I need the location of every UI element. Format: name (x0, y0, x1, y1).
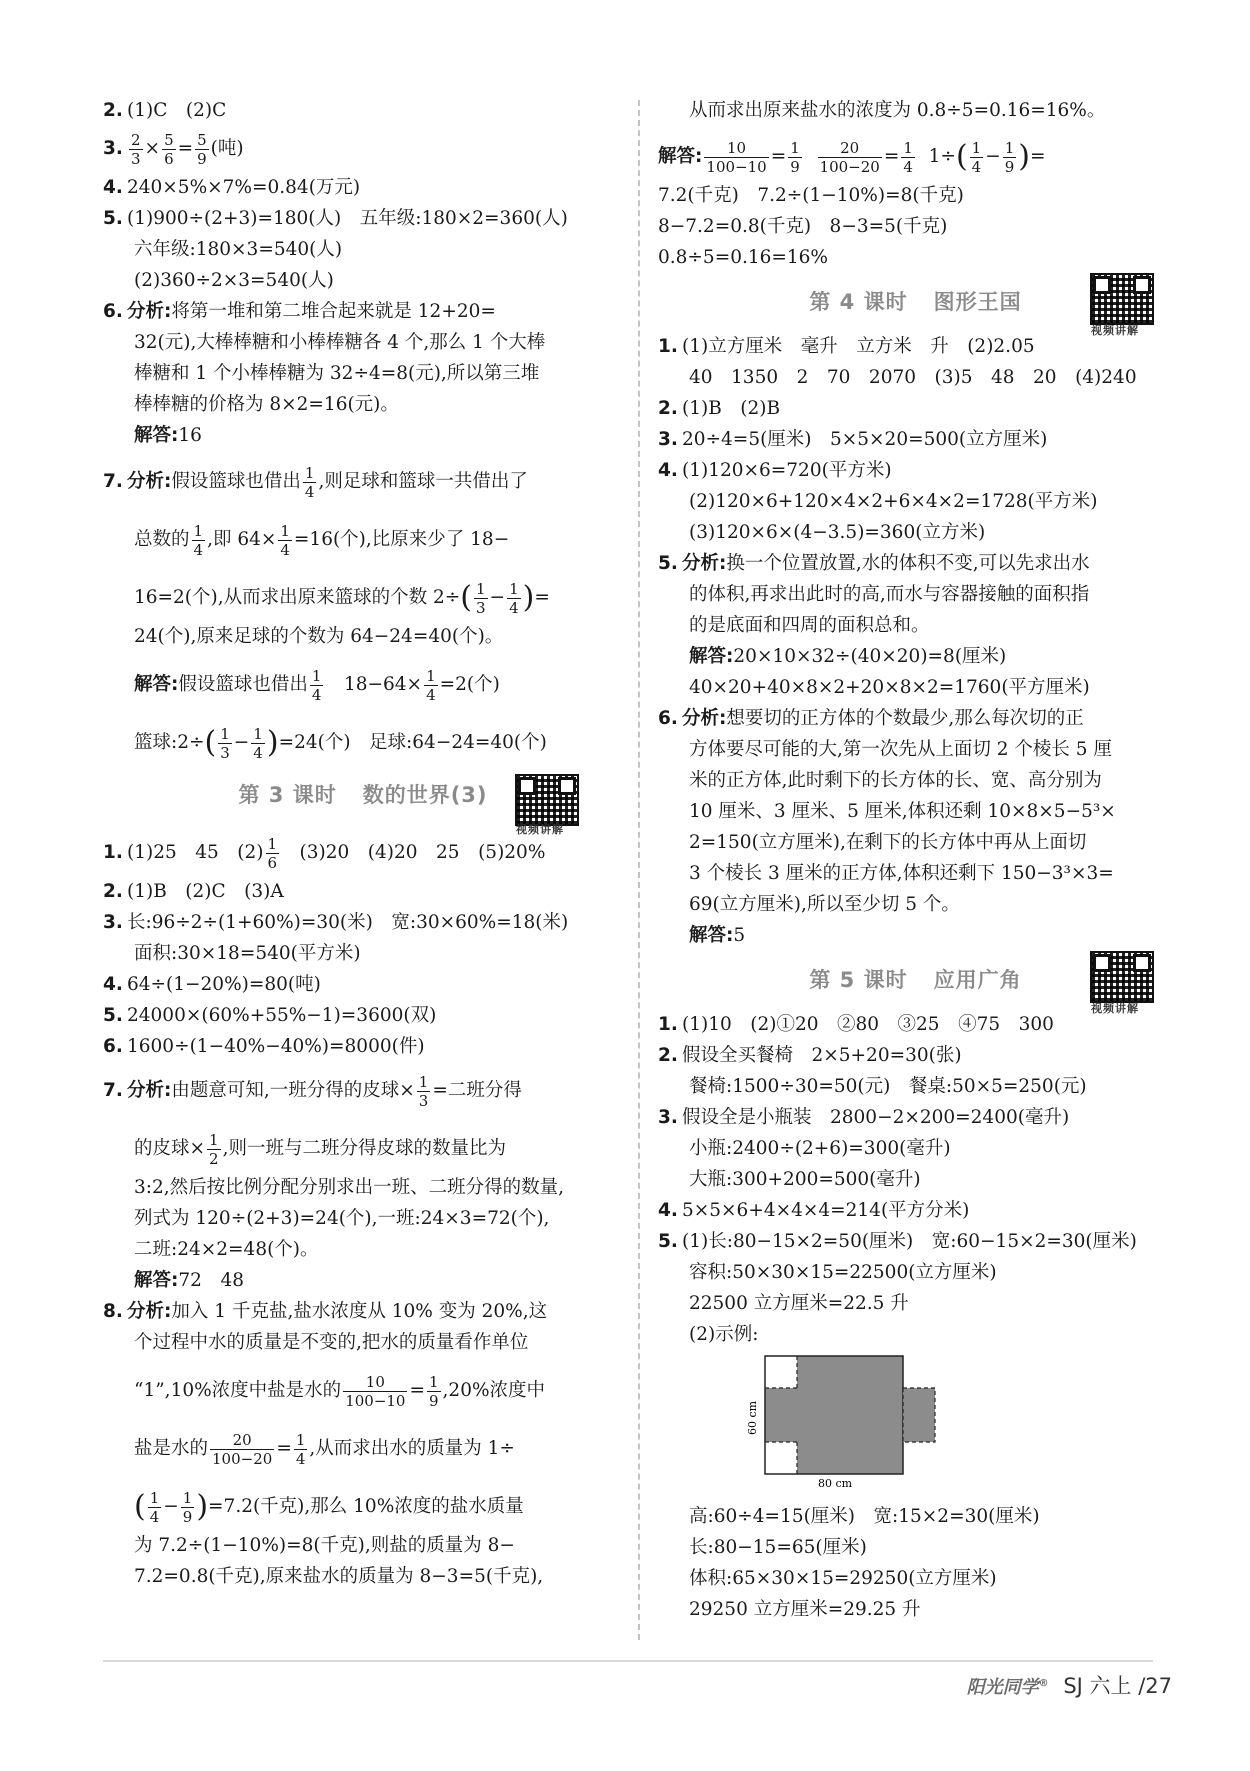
box-net-figure (743, 1354, 1173, 1499)
fraction: $\frac{20}{100-20}$ (819, 138, 880, 176)
lesson5-answer-5: 5. (1)长:80−15×2=50(厘米) 宽:60−15×2=30(厘米) (658, 1231, 1137, 1252)
flap (903, 1388, 935, 1442)
lesson4-answer-4: 4. (1)120×6=720(平方米) (658, 460, 892, 481)
lesson5-answer-5-line: 长:80−15=65(厘米) (689, 1537, 867, 1558)
continued-line: 0.8÷5=0.16=16% (658, 247, 829, 268)
fraction: $\frac{2}{3}$ (131, 130, 141, 168)
fraction: $\frac{1}{4}$ (509, 579, 519, 617)
footer-rule (103, 1660, 1153, 1662)
lesson5-answer-2: 2. 假设全买餐椅 2×5+20=30(张) (658, 1045, 962, 1066)
fraction: $\frac{10}{100-10}$ (706, 138, 767, 176)
lesson4-answer-5-line: 的是底面和四周的面积总和。 (689, 615, 930, 636)
lesson5-answer-5-line: 高:60÷4=15(厘米) 宽:15×2=30(厘米) (689, 1506, 1040, 1527)
qr-label: 视频讲解 (1091, 324, 1139, 337)
continued-text: 从而求出原来盐水的浓度为 0.8÷5=0.16=16%。 (689, 100, 1106, 121)
continued-solution: 解答: $\frac{10}{100-10}$ = $\frac{1}{9}$ $\frac{20}{100-20}$ = $\frac{1}{4}$ 1÷( $\frac{1}{4}$ − $\frac{1}{9}$ )= (658, 138, 1046, 176)
lesson3-answer-6: 6. 1600÷(1−40%−40%)=8000(件) (103, 1036, 425, 1057)
answer-6-line: 32(元),大棒棒糖和小棒棒糖各 4 个,那么 1 个大棒 (134, 332, 546, 353)
fraction: $\frac{1}{9}$ (429, 1372, 439, 1410)
lesson4-answer-5: 5. 分析:换一个位置放置,水的体积不变,可以先求出水 (658, 553, 1090, 574)
lesson4-answer-6-solution: 解答:5 (689, 925, 746, 946)
qr-label: 视频讲解 (516, 823, 564, 836)
fig-height-label: 60 cm (746, 1400, 759, 1436)
right-column (658, 95, 1173, 1625)
left-column (103, 95, 623, 1592)
edition-label: SJ 六上 (1063, 1674, 1132, 1698)
continued-line: 7.2(千克) 7.2÷(1−10%)=8(千克) (658, 185, 964, 206)
lesson3-answer-8-line: 7.2=0.8(千克),原来盐水的质量为 8−3=5(千克), (134, 1566, 544, 1587)
answer-6-line: 棒棒糖的价格为 8×2=16(元)。 (134, 394, 399, 415)
lesson3-answer-7-line: 的皮球× $\frac{1}{2}$ ,则一班与二班分得皮球的数量比为 (134, 1130, 506, 1168)
lesson3-answer-7-line: 列式为 120÷(2+3)=24(个),一班:24×3=72(个), (134, 1208, 550, 1229)
fraction: $\frac{1}{4}$ (149, 1488, 160, 1526)
answer-7-line: 总数的 $\frac{1}{4}$ ,即 64× $\frac{1}{4}$ =16(个),比原来少了 18− (134, 521, 510, 559)
answer-6: 6. 分析:将第一堆和第二堆合起来就是 12+20= (103, 301, 496, 322)
lesson5-answer-3: 3. 假设全是小瓶装 2800−2×200=2400(毫升) (658, 1107, 1070, 1128)
brand-logo: 阳光同学® (966, 1677, 1049, 1698)
lesson3-answer-7: 7. 分析:由题意可知,一班分得的皮球× $\frac{1}{3}$ =二班分得 (103, 1072, 522, 1110)
answer-3: 3. $\frac{2}{3}$ × $\frac{5}{6}$ = $\frac{5}{9}$ (吨) (103, 130, 244, 168)
lesson4-answer-4-line: (3)120×6×(4−3.5)=360(立方米) (689, 522, 986, 543)
answer-6-solution: 解答:16 (134, 425, 202, 446)
lesson4-answer-6-line: 2=150(立方厘米),在剩下的长方体中再从上面切 (689, 832, 1087, 853)
lesson5-answer-4: 4. 5×5×6+4×4×4=214(平方分米) (658, 1200, 970, 1221)
lesson5-answer-1: 1. (1)10 (2)①20 ②80 ③25 ④75 300 (658, 1014, 1054, 1035)
answer-6-line: 棒糖和 1 个小棒棒糖为 32÷4=8(元),所以第三堆 (134, 363, 540, 384)
fraction: $\frac{1}{9}$ (1004, 138, 1015, 176)
lesson4-answer-6-line: 10 厘米、3 厘米、5 厘米,体积还剩 10×8×5−5³× (689, 801, 1116, 822)
lesson5-answer-5-line: 容积:50×30×15=22500(立方厘米) (689, 1262, 997, 1283)
fraction: $\frac{1}{6}$ (267, 834, 278, 872)
lesson3-answer-7-solution: 解答:72 48 (134, 1270, 244, 1291)
page-number: /27 (1138, 1674, 1172, 1698)
answer-7-line: 24(个),原来足球的个数为 64−24=40(个)。 (134, 626, 504, 647)
lesson3-answer-8-line: ( $\frac{1}{4}$ − $\frac{1}{9}$ )=7.2(千克),那么 10%浓度的盐水质量 (134, 1488, 524, 1526)
fraction: $\frac{1}{4}$ (971, 138, 982, 176)
box-net-diagram (743, 1354, 943, 1489)
fraction: $\frac{5}{9}$ (197, 130, 207, 168)
lesson3-answer-7-line: 3:2,然后按比例分配分别求出一班、二班分得的数量, (134, 1177, 565, 1198)
lesson4-answer-2: 2. (1)B (2)B (658, 398, 781, 419)
fraction: $\frac{1}{9}$ (790, 138, 800, 176)
lesson3-answer-1: 1. (1)25 45 (2) $\frac{1}{6}$ (3)20 (4)20 25 (5)20% (103, 834, 546, 872)
lesson5-answer-2-line2: 餐椅:1500÷30=50(元) 餐桌:50×5=250(元) (689, 1076, 1087, 1097)
lesson4-answer-6-line: 米的正方体,此时剩下的长方体的长、宽、高分别为 (689, 770, 1102, 791)
lesson-5-header: 第 5 课时 应用广角 视频讲解 (658, 951, 1173, 1009)
lesson3-answer-2: 2. (1)B (2)C (3)A (103, 881, 284, 902)
fraction: $\frac{1}{4}$ (426, 666, 436, 704)
qr-label: 视频讲解 (1091, 1002, 1139, 1015)
qr-code-icon[interactable] (1090, 951, 1154, 1003)
lesson5-answer-5-line: 29250 立方厘米=29.25 升 (689, 1599, 921, 1620)
answer-7-solution: 解答:假设篮球也借出 $\frac{1}{4}$ 18−64× $\frac{1}{4}$ =2(个) (134, 666, 500, 704)
fraction: $\frac{10}{100-10}$ (345, 1372, 406, 1410)
lesson4-answer-6-line: 69(立方厘米),所以至少切 5 个。 (689, 894, 960, 915)
fraction: $\frac{1}{4}$ (311, 666, 322, 704)
lesson4-answer-6: 6. 分析:想要切的正方体的个数最少,那么每次切的正 (658, 708, 1084, 729)
qr-code-icon[interactable] (1090, 273, 1154, 325)
lesson5-answer-5-line: 体积:65×30×15=29250(立方厘米) (689, 1568, 997, 1589)
lesson4-answer-5-line: 的体积,再求出此时的高,而水与容器接触的面积指 (689, 584, 1090, 605)
lesson4-answer-1: 1. (1)立方厘米 毫升 立方米 升 (2)2.05 (658, 336, 1035, 357)
lesson5-answer-5-line: 22500 立方厘米=22.5 升 (689, 1293, 909, 1314)
lesson3-answer-8-line: 个过程中水的质量是不变的,把水的质量看作单位 (134, 1332, 529, 1353)
fraction: $\frac{1}{4}$ (253, 724, 263, 762)
fraction: $\frac{1}{4}$ (280, 521, 290, 559)
lesson4-answer-4-line: (2)120×6+120×4×2+6×4×2=1728(平方米) (689, 491, 1098, 512)
answer-7: 7. 分析:假设篮球也借出 $\frac{1}{4}$ ,则足球和篮球一共借出了 (103, 463, 528, 501)
fig-width-label: 80 cm (817, 1477, 853, 1489)
lesson5-answer-3-line: 小瓶:2400÷(2+6)=300(毫升) (689, 1138, 951, 1159)
lesson3-answer-3: 3. 长:96÷2÷(1+60%)=30(米) 宽:30×60%=18(米) (103, 912, 569, 933)
lesson3-answer-8-line: 盐是水的 $\frac{20}{100-20}$ = $\frac{1}{4}$ ,从而求出水的质量为 1÷ (134, 1430, 515, 1468)
fraction: $\frac{20}{100-20}$ (212, 1430, 273, 1468)
fraction: $\frac{1}{4}$ (903, 138, 913, 176)
lesson4-answer-3: 3. 20÷4=5(厘米) 5×5×20=500(立方厘米) (658, 429, 1048, 450)
lesson-3-header: 第 3 课时 数的世界(3) 视频讲解 (103, 766, 623, 824)
lesson3-answer-3-line2: 面积:30×18=540(平方米) (134, 943, 361, 964)
answer-4: 4. 240×5%×7%=0.84(万元) (103, 177, 361, 198)
lesson4-answer-5-solution-line2: 40×20+40×8×2+20×8×2=1760(平方厘米) (689, 677, 1090, 698)
fraction: $\frac{1}{4}$ (295, 1430, 306, 1468)
fraction: $\frac{1}{3}$ (418, 1072, 429, 1110)
continued-line: 8−7.2=0.8(千克) 8−3=5(千克) (658, 216, 948, 237)
column-divider (638, 100, 640, 1640)
fraction: $\frac{1}{4}$ (193, 521, 204, 559)
lesson5-answer-3-line: 大瓶:300+200=500(毫升) (689, 1169, 921, 1190)
answer-5-line2: 六年级:180×3=540(人) (134, 239, 343, 260)
fraction: $\frac{1}{9}$ (182, 1488, 193, 1526)
lesson-4-header: 第 4 课时 图形王国 视频讲解 (658, 273, 1173, 331)
answer-2: 2. (1)C (2)C (103, 100, 227, 121)
fraction: $\frac{5}{6}$ (164, 130, 174, 168)
fraction: $\frac{1}{3}$ (476, 579, 486, 617)
fraction: $\frac{1}{3}$ (220, 724, 230, 762)
lesson3-answer-8-line: “1”,10%浓度中盐是水的 $\frac{10}{100-10}$ = $\frac{1}{9}$ ,20%浓度中 (134, 1372, 546, 1410)
lesson4-answer-5-solution: 解答:20×10×32÷(40×20)=8(厘米) (689, 646, 1007, 667)
answer-7-solution-line2: 篮球:2÷( $\frac{1}{3}$ − $\frac{1}{4}$ )=24(个) 足球:64−24=40(个) (134, 724, 547, 762)
lesson3-answer-8-line: 为 7.2÷(1−10%)=8(千克),则盐的质量为 8− (134, 1535, 515, 1556)
answer-5: 5. (1)900÷(2+3)=180(人) 五年级:180×2=360(人) (103, 208, 568, 229)
lesson3-answer-5: 5. 24000×(60%+55%−1)=3600(双) (103, 1005, 437, 1026)
answer-7-line: 16=2(个),从而求出原来篮球的个数 2÷( $\frac{1}{3}$ − $\frac{1}{4}$ )= (134, 579, 550, 617)
lesson4-answer-1-line2: 40 1350 2 70 2070 (3)5 48 20 (4)240 (689, 367, 1137, 388)
lesson4-answer-6-line: 3 个棱长 3 厘米的正方体,体积还剩下 150−3³×3= (689, 863, 1114, 884)
lesson3-answer-7-line: 二班:24×2=48(个)。 (134, 1239, 319, 1260)
qr-code-icon[interactable] (515, 774, 579, 826)
answer-5-line3: (2)360÷2×3=540(人) (134, 270, 334, 291)
lesson3-answer-4: 4. 64÷(1−20%)=80(吨) (103, 974, 321, 995)
lesson4-answer-6-line: 方体要尽可能的大,第一次先从上面切 2 个棱长 5 厘 (689, 739, 1112, 760)
lesson5-answer-5-line: (2)示例: (689, 1324, 759, 1345)
page-footer (967, 1670, 1172, 1700)
fraction: $\frac{1}{4}$ (304, 463, 315, 501)
lesson3-answer-8: 8. 分析:加入 1 千克盐,盐水浓度从 10% 变为 20%,这 (103, 1301, 548, 1322)
fraction: $\frac{1}{2}$ (209, 1130, 219, 1168)
